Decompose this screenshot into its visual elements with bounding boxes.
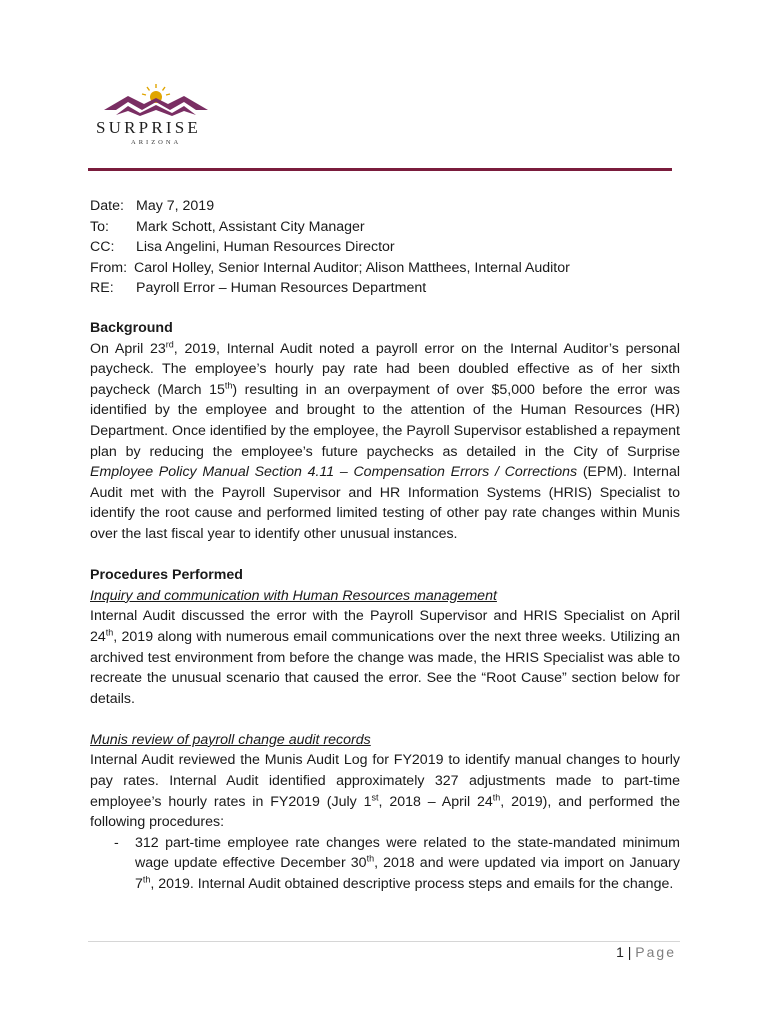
memo-date-label: Date:: [90, 198, 124, 214]
memo-cc-value: Lisa Angelini, Human Resources Director: [136, 239, 395, 256]
memo-body: [90, 318, 680, 895]
bullet-dash: -: [114, 834, 119, 851]
memo-date-row: [90, 196, 680, 217]
page-number-value: 1: [616, 944, 624, 960]
memo-from-label: From:: [90, 259, 128, 276]
background-paragraph: On April 23rd, 2019, Internal Audit noted a payroll error on the Internal Auditor’s personal paycheck. The employee’s hourly pay rate had been doubled effective as of her sixth paycheck (March 15th) resulting in an overpayment of over $5,000 before the error was identified by the employee and brought to the attention of the Human Resources (HR) Department. Once identified by the employee, the Payroll Supervisor established a repayment plan by reducing the employee’s future paychecks as detailed in the City of Surprise Employee Policy Manual Section 4.11 – Compensation Errors / Corrections (EPM). Internal Audit met with the Payroll Supervisor and HR Information Systems (HRIS) Specialist to identify the root cause and performed limited testing of other pay rate changes within Munis over the last fiscal year to identify other unusual instances.: [90, 338, 680, 542]
memo-to-row: [90, 217, 680, 238]
mountain-icon: [104, 96, 208, 116]
footer-divider: [88, 941, 680, 942]
list-item: [90, 833, 680, 895]
header-divider: [88, 168, 672, 171]
page-label: Page: [635, 944, 676, 960]
page-number: 1 | Page: [616, 944, 676, 960]
munis-paragraph: Internal Audit reviewed the Munis Audit Log for FY2019 to identify manual changes to hourly pay rates. Internal Audit identified approximately 327 adjustments made to part-time employee’s hourly rates in FY2019 (July 1st, 2018 – April 24th, 2019), and performed the following procedures:: [90, 752, 681, 831]
memo-header: [90, 196, 680, 299]
logo-subtitle: ARIZONA: [131, 139, 182, 146]
memo-from-row: [90, 258, 680, 279]
memo-re-row: [90, 278, 680, 299]
memo-cc-row: [90, 237, 680, 258]
epm-reference: Employee Policy Manual Section 4.11 – Compensation Errors / Corrections: [90, 464, 578, 481]
memo-re-label: RE:: [90, 280, 114, 297]
memo-date-value: May 7, 2019: [136, 198, 215, 214]
background-heading: Background: [90, 320, 173, 336]
procedures-subheading-munis: Munis review of payroll change audit records: [90, 731, 371, 748]
memo-from-value: Carol Holley, Senior Internal Auditor; Alison Matthees, Internal Auditor: [134, 259, 570, 276]
memo-cc-label: CC:: [90, 239, 115, 256]
memo-re-value: Payroll Error – Human Resources Department: [136, 280, 427, 297]
procedures-subheading-inquiry: Inquiry and communication with Human Resources management: [90, 587, 497, 604]
inquiry-paragraph: Internal Audit discussed the error with the Payroll Supervisor and HRIS Specialist on April 24th, 2019 along with numerous email communications over the next three weeks. Utilizing an archived test environment from before the change was made, the HRIS Specialist was able to recreate the unusual scenario that caused the error. See the “Root Cause” section below for details.: [90, 608, 680, 707]
memo-to-value: Mark Schott, Assistant City Manager: [136, 218, 365, 235]
memo-to-label: To:: [90, 218, 109, 235]
logo-wordmark: SURPRISE: [96, 118, 201, 137]
procedures-heading: Procedures Performed: [90, 567, 243, 584]
bullet-text: 312 part-time employee rate changes were related to the state-mandated minimum wage update effective December 30th, 2018 and were updated via import on January 7th, 2019. Internal Audit obtained descriptive process steps and emails for the change.: [135, 834, 680, 893]
